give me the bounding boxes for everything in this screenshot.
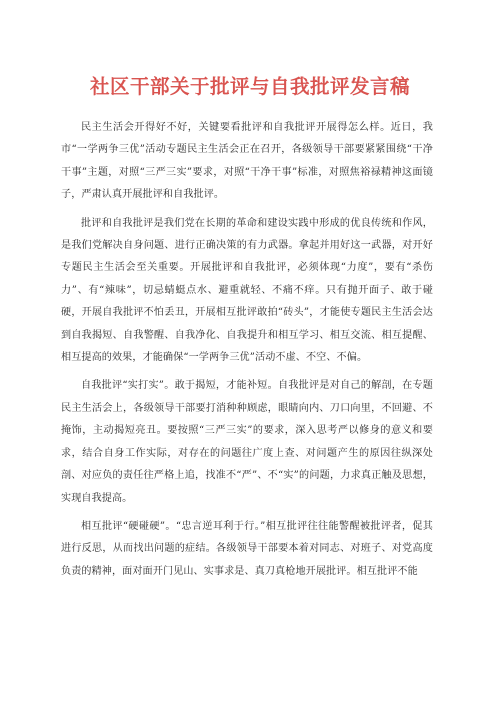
paragraph-2: 批评和自我批评是我们党在长期的革命和建设实践中形成的优良传统和作风，是我们党解决自身问题、进行正确决策的有力武器。拿起并用好这一武器，对开好专题民主生活会至关重要。开展批评和自我批评，必须体现“力度”，要有“杀伤力”、有“辣味”，切忌蜻蜓点水、避重就轻、不痛不痒。只有抛开面子、敢于碰硬，开展自我批评不怕丢丑，开展相互批评敢拍“砖头”，才能使专题民主生活会达到自我揭短、自我警醒、自我净化、自我提升和相互学习、相互交流、相互提醒、相互提高的效果，才能确保“一学两争三优”活动不虚、不空、不偏。 xyxy=(61,217,433,364)
document-body xyxy=(61,117,433,589)
document-title: 社区干部关于批评与自我批评发言稿 xyxy=(89,75,410,98)
paragraph-4: 相互批评“硬碰硬”。“忠言逆耳利于行。”相互批评往往能警醒被批评者，促其进行反思，从而找出问题的症结。各级领导干部要本着对同志、对班子、对党高度负责的精神，面对面开门见山、实事求是、真刀真枪地开展批评。相互批评不能 xyxy=(61,520,433,577)
paragraph-3: 自我批评“实打实”。敢于揭短，才能补短。自我批评是对自己的解剖，在专题民主生活会上，各级领导干部要打消种种顾虑，眼睛向内、刀口向里，不回避、不掩饰，主动揭短亮丑。要按照“三严三实”的要求，深入思考严以修身的意义和要求，结合自身工作实际，对存在的问题往广度上查、对问题产生的原因往纵深处剖、对应负的责任往严格上追，找准不“严”、不“实”的问题，力求真正触及思想，实现自我提高。 xyxy=(61,380,433,504)
paragraph-1: 民主生活会开得好不好，关键要看批评和自我批评开展得怎么样。近日，我市“一学两争三优”活动专题民主生活会正在召开，各级领导干部要紧紧围绕“干净干事”主题，对照“三严三实”要求，对照“干净干事”标准，对照焦裕禄精神这面镜子，严肃认真开展批评和自我批评。 xyxy=(61,122,433,201)
